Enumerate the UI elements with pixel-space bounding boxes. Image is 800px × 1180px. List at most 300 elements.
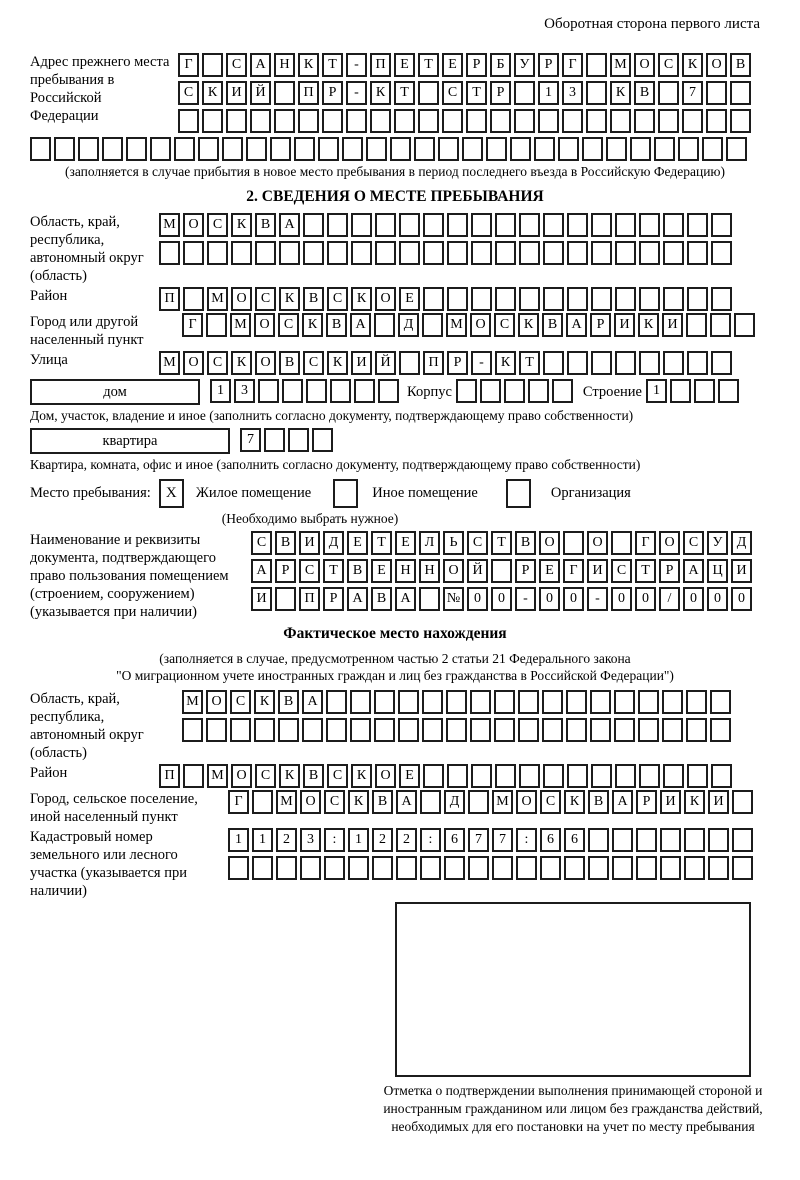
char-box: О — [659, 531, 680, 555]
prev-address-field — [30, 53, 760, 133]
char-box — [687, 213, 708, 237]
char-box: С — [230, 690, 251, 714]
char-box — [686, 690, 707, 714]
char-box: - — [515, 587, 536, 611]
char-box: - — [471, 351, 492, 375]
char-box — [446, 690, 467, 714]
char-box: Г — [563, 559, 584, 583]
char-box — [614, 690, 635, 714]
char-box — [567, 764, 588, 788]
char-box: О — [231, 764, 252, 788]
char-box — [516, 856, 537, 880]
char-box — [447, 287, 468, 311]
char-box: К — [254, 690, 275, 714]
oblast-grid — [159, 213, 732, 265]
char-box — [282, 379, 303, 403]
char-box: С — [442, 81, 463, 105]
char-box: Е — [347, 531, 368, 555]
kadastr-label: Кадастровый номер земельного или лесного участка (указывается при наличии) — [30, 829, 187, 899]
char-box — [202, 53, 223, 77]
char-box: П — [298, 81, 319, 105]
gorod-field — [30, 313, 760, 349]
char-box: Р — [490, 81, 511, 105]
char-box — [562, 109, 583, 133]
char-box — [638, 718, 659, 742]
char-box — [495, 287, 516, 311]
char-box: В — [279, 351, 300, 375]
char-box — [591, 351, 612, 375]
char-box — [419, 587, 440, 611]
char-box: В — [347, 559, 368, 583]
char-box: 0 — [611, 587, 632, 611]
char-box — [586, 81, 607, 105]
char-box: А — [279, 213, 300, 237]
char-box: Е — [539, 559, 560, 583]
char-box — [615, 241, 636, 265]
char-box: Б — [490, 53, 511, 77]
char-box — [418, 109, 439, 133]
char-box — [447, 764, 468, 788]
char-box — [374, 718, 395, 742]
section2-title: 2. СВЕДЕНИЯ О МЕСТЕ ПРЕБЫВАНИЯ — [246, 188, 544, 205]
char-box — [471, 241, 492, 265]
char-box — [324, 856, 345, 880]
char-box — [708, 856, 729, 880]
char-box — [588, 828, 609, 852]
char-box: С — [303, 351, 324, 375]
char-box — [687, 351, 708, 375]
char-box — [567, 213, 588, 237]
stroenie-label: Строение — [582, 384, 642, 400]
char-box: А — [350, 313, 371, 337]
gorod-label: Город или другой населенный пункт — [30, 314, 144, 348]
char-box: Т — [371, 531, 392, 555]
char-box: В — [326, 313, 347, 337]
char-box — [711, 351, 732, 375]
char-box — [486, 137, 507, 161]
char-box — [543, 241, 564, 265]
char-box: А — [395, 587, 416, 611]
char-box: О — [183, 351, 204, 375]
char-box: Е — [371, 559, 392, 583]
char-box: Р — [323, 587, 344, 611]
char-box — [639, 764, 660, 788]
char-box — [318, 137, 339, 161]
raion-row — [159, 287, 732, 311]
char-box — [702, 137, 723, 161]
char-box: 7 — [468, 828, 489, 852]
korpus-label: Корпус — [407, 384, 452, 400]
char-box — [567, 351, 588, 375]
char-box: В — [278, 690, 299, 714]
char-box: 1 — [252, 828, 273, 852]
char-box: - — [587, 587, 608, 611]
raion-label: Район — [30, 288, 68, 304]
char-box — [663, 241, 684, 265]
char-box: С — [611, 559, 632, 583]
char-box — [543, 351, 564, 375]
char-box: О — [539, 531, 560, 555]
char-box: К — [348, 790, 369, 814]
char-box: И — [662, 313, 683, 337]
char-box: И — [587, 559, 608, 583]
char-box — [30, 137, 51, 161]
char-box: Р — [590, 313, 611, 337]
char-box — [398, 718, 419, 742]
char-box: К — [302, 313, 323, 337]
char-box — [414, 137, 435, 161]
char-box — [228, 856, 249, 880]
char-box — [298, 109, 319, 133]
char-box — [494, 690, 515, 714]
char-box: 6 — [564, 828, 585, 852]
char-box: Д — [323, 531, 344, 555]
char-box — [494, 718, 515, 742]
char-box: К — [495, 351, 516, 375]
char-box: Р — [466, 53, 487, 77]
char-box: А — [396, 790, 417, 814]
char-box — [174, 137, 195, 161]
char-box — [726, 137, 747, 161]
char-box: Т — [491, 531, 512, 555]
char-box: Р — [538, 53, 559, 77]
char-box: Р — [515, 559, 536, 583]
char-box — [207, 241, 228, 265]
char-box: А — [250, 53, 271, 77]
char-box — [495, 764, 516, 788]
char-box — [639, 287, 660, 311]
char-box: К — [684, 790, 705, 814]
char-box — [399, 351, 420, 375]
char-box: Р — [322, 81, 343, 105]
char-box: В — [372, 790, 393, 814]
char-box — [423, 241, 444, 265]
char-box: С — [327, 764, 348, 788]
char-box — [518, 690, 539, 714]
char-box — [590, 718, 611, 742]
char-box: О — [516, 790, 537, 814]
char-box — [614, 718, 635, 742]
char-box: Г — [178, 53, 199, 77]
char-box — [182, 718, 203, 742]
char-box — [563, 531, 584, 555]
char-box — [326, 718, 347, 742]
char-box — [543, 764, 564, 788]
doc-grid — [251, 531, 752, 611]
char-box — [322, 109, 343, 133]
char-box — [206, 718, 227, 742]
char-box: М — [207, 764, 228, 788]
char-box — [660, 828, 681, 852]
char-box: М — [610, 53, 631, 77]
char-box: А — [302, 690, 323, 714]
char-box — [306, 379, 327, 403]
char-box — [54, 137, 75, 161]
char-box: Е — [399, 764, 420, 788]
char-box: Т — [322, 53, 343, 77]
factual-oblast-field — [30, 690, 760, 762]
char-box — [711, 764, 732, 788]
char-box — [711, 241, 732, 265]
char-box — [374, 313, 395, 337]
char-box: 0 — [467, 587, 488, 611]
char-box — [420, 856, 441, 880]
char-box — [606, 137, 627, 161]
char-box — [504, 379, 525, 403]
char-box — [178, 109, 199, 133]
char-box — [639, 213, 660, 237]
char-box — [684, 828, 705, 852]
char-box: М — [182, 690, 203, 714]
kvartira-box-label: квартира — [30, 428, 230, 454]
char-box: Д — [731, 531, 752, 555]
mesto-prebyvaniya-row — [30, 479, 760, 508]
char-box: И — [351, 351, 372, 375]
char-box: М — [276, 790, 297, 814]
char-box: С — [255, 764, 276, 788]
char-box — [514, 81, 535, 105]
char-box: С — [683, 531, 704, 555]
char-box: Д — [444, 790, 465, 814]
char-box: К — [638, 313, 659, 337]
char-box: Е — [442, 53, 463, 77]
char-box — [495, 241, 516, 265]
char-box: О — [443, 559, 464, 583]
char-box — [102, 137, 123, 161]
char-box: Й — [250, 81, 271, 105]
char-box: К — [202, 81, 223, 105]
char-box: И — [299, 531, 320, 555]
char-box: П — [159, 287, 180, 311]
char-box — [491, 559, 512, 583]
char-box — [270, 137, 291, 161]
char-box: А — [612, 790, 633, 814]
char-box — [519, 241, 540, 265]
organizatsiya-label: Организация — [550, 485, 631, 501]
char-box: В — [634, 81, 655, 105]
char-box — [591, 764, 612, 788]
char-box — [312, 428, 333, 452]
char-box — [274, 81, 295, 105]
char-box: К — [351, 287, 372, 311]
char-box: 7 — [682, 81, 703, 105]
char-box: Т — [323, 559, 344, 583]
char-box — [662, 690, 683, 714]
char-box: О — [206, 690, 227, 714]
stroenie-row — [646, 379, 739, 403]
char-box: 0 — [491, 587, 512, 611]
factual-raion-field — [30, 764, 760, 788]
char-box: 1 — [538, 81, 559, 105]
char-box — [711, 287, 732, 311]
char-box: Т — [635, 559, 656, 583]
char-box: С — [226, 53, 247, 77]
char-box: 6 — [444, 828, 465, 852]
char-box — [444, 856, 465, 880]
char-box — [730, 109, 751, 133]
char-box: Ц — [707, 559, 728, 583]
char-box: О — [255, 351, 276, 375]
char-box — [686, 313, 707, 337]
dom-field — [30, 379, 760, 405]
char-box: Т — [394, 81, 415, 105]
char-box: Р — [275, 559, 296, 583]
gorod-row — [182, 313, 755, 337]
confirmation-stamp-box — [395, 902, 751, 1077]
char-box — [567, 241, 588, 265]
char-box — [590, 690, 611, 714]
char-box — [150, 137, 171, 161]
char-box — [588, 856, 609, 880]
char-box: О — [254, 313, 275, 337]
char-box: И — [251, 587, 272, 611]
char-box: Й — [467, 559, 488, 583]
char-box: Т — [519, 351, 540, 375]
char-box: 2 — [372, 828, 393, 852]
char-box — [611, 531, 632, 555]
char-box — [447, 213, 468, 237]
char-box: К — [231, 213, 252, 237]
doc-row-3 — [251, 587, 752, 611]
char-box — [279, 241, 300, 265]
char-box — [471, 287, 492, 311]
char-box: С — [327, 287, 348, 311]
char-box — [446, 718, 467, 742]
char-box — [264, 428, 285, 452]
char-box: О — [300, 790, 321, 814]
factual-raion-row — [159, 764, 732, 788]
char-box — [687, 287, 708, 311]
char-box — [732, 790, 753, 814]
char-box — [276, 856, 297, 880]
doc-row-1 — [251, 531, 752, 555]
char-box: С — [540, 790, 561, 814]
char-box: 0 — [563, 587, 584, 611]
char-box — [418, 81, 439, 105]
kadastr-row-1 — [228, 828, 753, 852]
char-box: И — [708, 790, 729, 814]
char-box — [586, 53, 607, 77]
char-box — [662, 718, 683, 742]
char-box — [372, 856, 393, 880]
char-box: П — [299, 587, 320, 611]
char-box: К — [682, 53, 703, 77]
char-box: Е — [394, 53, 415, 77]
char-box — [346, 109, 367, 133]
inoe-label: Иное помещение — [372, 485, 478, 501]
char-box: К — [298, 53, 319, 77]
char-box — [226, 109, 247, 133]
char-box: О — [470, 313, 491, 337]
char-box: С — [494, 313, 515, 337]
char-box — [399, 213, 420, 237]
char-box: : — [516, 828, 537, 852]
char-box — [399, 241, 420, 265]
char-box: В — [588, 790, 609, 814]
char-box: П — [370, 53, 391, 77]
char-box — [183, 764, 204, 788]
char-box: 7 — [240, 428, 261, 452]
char-box: - — [346, 81, 367, 105]
char-box: Т — [418, 53, 439, 77]
char-box: А — [683, 559, 704, 583]
char-box: Р — [636, 790, 657, 814]
stamp-caption: Отметка о подтверждении выполнения принимающей стороной и иностранным гражданином или лицом без гражданства действий, необходимых для его постановки на учет по месту пребывания — [383, 1083, 763, 1134]
char-box — [423, 287, 444, 311]
char-box — [375, 213, 396, 237]
char-box — [615, 213, 636, 237]
char-box: 1 — [646, 379, 667, 403]
char-box: Н — [419, 559, 440, 583]
char-box — [586, 109, 607, 133]
char-box — [528, 379, 549, 403]
char-box — [300, 856, 321, 880]
char-box — [663, 213, 684, 237]
char-box: Т — [466, 81, 487, 105]
char-box — [327, 241, 348, 265]
char-box: К — [564, 790, 585, 814]
char-box — [447, 241, 468, 265]
char-box — [390, 137, 411, 161]
char-box — [258, 379, 279, 403]
char-box — [495, 213, 516, 237]
char-box — [682, 109, 703, 133]
char-box — [708, 828, 729, 852]
char-box: П — [423, 351, 444, 375]
char-box — [350, 718, 371, 742]
char-box — [231, 241, 252, 265]
char-box — [732, 828, 753, 852]
char-box — [567, 287, 588, 311]
kvartira-field — [30, 428, 760, 454]
mesto-label: Место пребывания: — [30, 485, 151, 501]
prev-address-grid — [178, 53, 751, 133]
char-box — [303, 241, 324, 265]
char-box — [470, 718, 491, 742]
char-box: Е — [395, 531, 416, 555]
char-box — [552, 379, 573, 403]
char-box — [639, 351, 660, 375]
char-box: 1 — [348, 828, 369, 852]
checkbox-zhiloe: X — [159, 479, 184, 508]
char-box: О — [587, 531, 608, 555]
factual-raion-label: Район — [30, 765, 68, 781]
char-box: О — [375, 764, 396, 788]
char-box: : — [420, 828, 441, 852]
char-box — [470, 690, 491, 714]
char-box: В — [275, 531, 296, 555]
char-box — [564, 856, 585, 880]
oblast-label: Область, край, республика, автономный округ (область) — [30, 214, 144, 284]
char-box: И — [660, 790, 681, 814]
char-box: М — [446, 313, 467, 337]
char-box: - — [346, 53, 367, 77]
char-box — [222, 137, 243, 161]
char-box — [275, 587, 296, 611]
char-box — [518, 718, 539, 742]
dom-number-row — [210, 379, 399, 403]
kadastr-field — [30, 828, 760, 900]
factual-gorod-label: Город, сельское поселение, иной населенный пункт — [30, 791, 198, 825]
page-corner-note: Оборотная сторона первого листа — [544, 16, 760, 32]
raion-field — [30, 287, 760, 311]
char-box: О — [634, 53, 655, 77]
char-box — [202, 109, 223, 133]
char-box — [687, 764, 708, 788]
char-box — [711, 213, 732, 237]
char-box — [638, 690, 659, 714]
char-box — [542, 690, 563, 714]
